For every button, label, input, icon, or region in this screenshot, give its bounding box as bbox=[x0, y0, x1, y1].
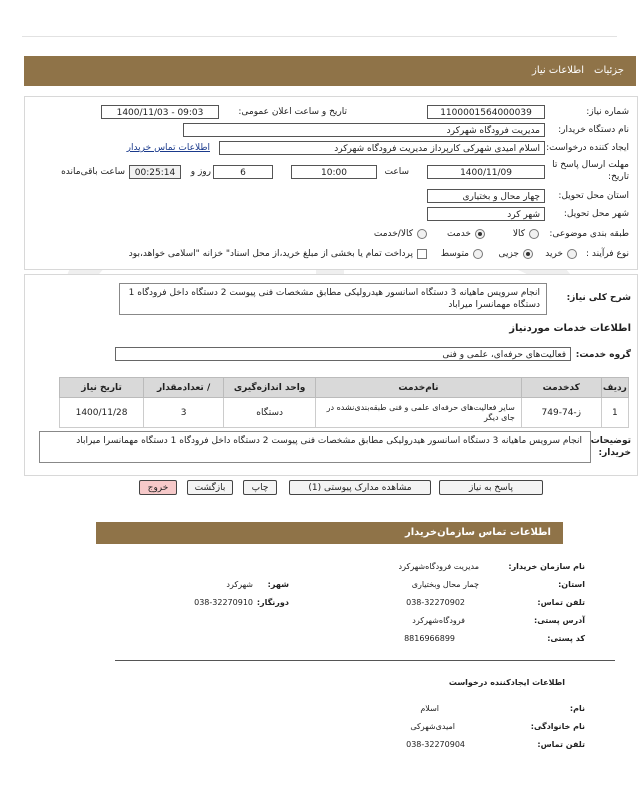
postal-value: 8816966899 bbox=[404, 634, 455, 643]
creator-phone-value: 038-32270904 bbox=[406, 740, 465, 749]
requester-label: ایجاد کننده درخواست: bbox=[546, 143, 629, 153]
col-code: کدخدمت bbox=[521, 378, 601, 398]
process-purchase-radio[interactable] bbox=[567, 249, 577, 259]
category-both-radio[interactable] bbox=[417, 229, 427, 239]
remaining-label: ساعت باقی‌مانده bbox=[61, 167, 125, 177]
treasury-payment-note: پرداخت تمام یا بخشی از مبلغ خرید،از محل اسناد" خزانه "اسلامی خواهد،بود bbox=[128, 249, 413, 259]
page-header bbox=[24, 56, 636, 86]
contact-city-value: شهرکرد bbox=[226, 580, 253, 589]
services-panel bbox=[24, 274, 638, 476]
col-need-date: تاریخ نیاز bbox=[60, 378, 144, 398]
need-info-panel bbox=[24, 96, 638, 270]
buyer-name-label: نام دستگاه خریدار: bbox=[558, 125, 629, 135]
process-minor-label: جزیی bbox=[498, 249, 519, 259]
cell-row: 1 bbox=[601, 398, 628, 428]
announce-label: تاریخ و ساعت اعلان عمومی: bbox=[238, 107, 347, 117]
category-service-label: خدمت bbox=[447, 229, 471, 239]
city-field: شهر کرد bbox=[427, 207, 545, 221]
province-label: استان محل تحویل: bbox=[558, 191, 629, 201]
province-field: چهار محال و بختیاری bbox=[427, 189, 545, 203]
cell-unit: دستگاه bbox=[224, 398, 316, 428]
creator-title: اطلاعات ایجاد‌کننده درخواست bbox=[448, 678, 565, 687]
contact-header bbox=[96, 522, 563, 544]
phone-label: تلفن تماس: bbox=[537, 598, 585, 607]
contact-province-value: چمار محال وبختیاری bbox=[411, 580, 479, 589]
address-label: آدرس پستی: bbox=[534, 616, 585, 625]
category-goods-label: کالا bbox=[512, 229, 525, 239]
service-group-label: گروه خدمت: bbox=[575, 350, 631, 360]
summary-text: انجام سرویس ماهیانه 3 دستگاه اسانسور هیدرولیکی مطابق مشخصات فنی پیوست 2 دستگاه داخل فرودگاه 1 دستگاه مهمانسرا میراباد bbox=[119, 283, 547, 315]
tab-need-info[interactable]: اطلاعات نیاز bbox=[532, 65, 584, 76]
services-table bbox=[59, 377, 629, 428]
exit-button[interactable]: خروج bbox=[139, 480, 177, 495]
summary-label: شرح کلی نیاز: bbox=[566, 293, 631, 303]
process-minor-radio[interactable] bbox=[523, 249, 533, 259]
postal-label: کد پستی: bbox=[547, 634, 585, 643]
process-purchase-label: خرید bbox=[545, 249, 563, 259]
top-divider bbox=[22, 36, 617, 37]
fax-label: دورنگار: bbox=[256, 598, 289, 607]
creator-name-label: نام: bbox=[569, 704, 585, 713]
attachments-button[interactable]: مشاهده مدارک پیوستی (1) bbox=[289, 480, 431, 495]
days-label: روز و bbox=[190, 167, 211, 177]
deadline-time-label: ساعت bbox=[384, 167, 409, 177]
reply-button[interactable]: پاسخ به نیاز bbox=[439, 480, 543, 495]
deadline-label: مهلت ارسال پاسخ تا تاریخ: bbox=[552, 160, 629, 182]
col-name: نام‌خدمت bbox=[316, 378, 522, 398]
col-unit: واحد اندازه‌گیری bbox=[224, 378, 316, 398]
buyer-notes-label: توضیحات خریدار: bbox=[590, 436, 631, 458]
address-value: فرودگاه‌شهرکرد bbox=[412, 616, 465, 625]
creator-phone-label: تلفن تماس: bbox=[537, 740, 585, 749]
category-label: طبقه بندی موضوعی: bbox=[549, 229, 629, 239]
need-number-field: 1100001564000039 bbox=[427, 105, 545, 119]
requester-field: اسلام امیدی شهرکی کارپرداز مدیریت فرودگاه شهرکرد bbox=[219, 141, 545, 155]
process-label: نوع فرآیند : bbox=[586, 249, 629, 259]
category-service-radio[interactable] bbox=[475, 229, 485, 239]
buyer-notes-text: انجام سرویس ماهیانه 3 دستگاه اسانسور هیدرولیکی مطابق مشخصات فنی پیوست 2 دستگاه داخل فرودگاه 1 دستگاه مهمانسرا میراباد bbox=[39, 431, 591, 463]
contact-title: اطلاعات تماس سازمان‌خریدار bbox=[404, 527, 551, 538]
service-group-field: فعالیت‌های حرفه‌ای، علمی و فنی bbox=[115, 347, 571, 361]
remaining-time-field: 00:25:14 bbox=[129, 165, 181, 179]
days-field: 6 bbox=[213, 165, 273, 179]
cell-name: سایر فعالیت‌های حرفه‌ای علمی و فنی طبقه‌بندی‌نشده در جای دیگر bbox=[316, 398, 522, 428]
category-goods-radio[interactable] bbox=[529, 229, 539, 239]
col-row: ردیف bbox=[601, 378, 628, 398]
buyer-contact-link[interactable]: اطلاعات تماس خریدار bbox=[126, 143, 210, 153]
print-button[interactable]: چاپ bbox=[243, 480, 277, 495]
creator-family-value: امیدی‌شهرکی bbox=[410, 722, 455, 731]
cell-need-date: 1400/11/28 bbox=[60, 398, 144, 428]
contact-city-label: شهر: bbox=[267, 580, 289, 589]
deadline-time-field: 10:00 bbox=[291, 165, 377, 179]
buyer-name-field: مدیریت فرودگاه شهرکرد bbox=[183, 123, 545, 137]
back-button[interactable]: بازگشت bbox=[187, 480, 233, 495]
fax-value: 038-32270910 bbox=[194, 598, 253, 607]
deadline-date-field: 1400/11/09 bbox=[427, 165, 545, 179]
process-medium-radio[interactable] bbox=[473, 249, 483, 259]
services-title: اطلاعات خدمات موردنیاز bbox=[509, 323, 631, 334]
cell-quantity: 3 bbox=[144, 398, 224, 428]
announce-field: 1400/11/03 - 09:03 bbox=[101, 105, 219, 119]
process-medium-label: متوسط bbox=[440, 249, 469, 259]
need-number-label: شماره نیاز: bbox=[586, 107, 629, 117]
contact-divider bbox=[115, 660, 615, 661]
contact-province-label: استان: bbox=[558, 580, 585, 589]
category-both-label: کالا/خدمت bbox=[373, 229, 413, 239]
creator-family-label: نام خانوادگی: bbox=[530, 722, 585, 731]
treasury-payment-checkbox[interactable] bbox=[417, 249, 427, 259]
col-quantity: / تعدادمقدار bbox=[144, 378, 224, 398]
cell-code: ز-74-749 bbox=[521, 398, 601, 428]
phone-value: 038-32270902 bbox=[406, 598, 465, 607]
tab-details[interactable]: جزئیات bbox=[594, 65, 624, 76]
org-value: مدیریت فرودگاه‌شهرکرد bbox=[398, 562, 479, 571]
table-row bbox=[60, 398, 629, 428]
table-header-row bbox=[60, 378, 629, 398]
org-label: نام سازمان خریدار: bbox=[508, 562, 585, 571]
city-label: شهر محل تحویل: bbox=[563, 209, 629, 219]
creator-name-value: اسلام bbox=[420, 704, 439, 713]
